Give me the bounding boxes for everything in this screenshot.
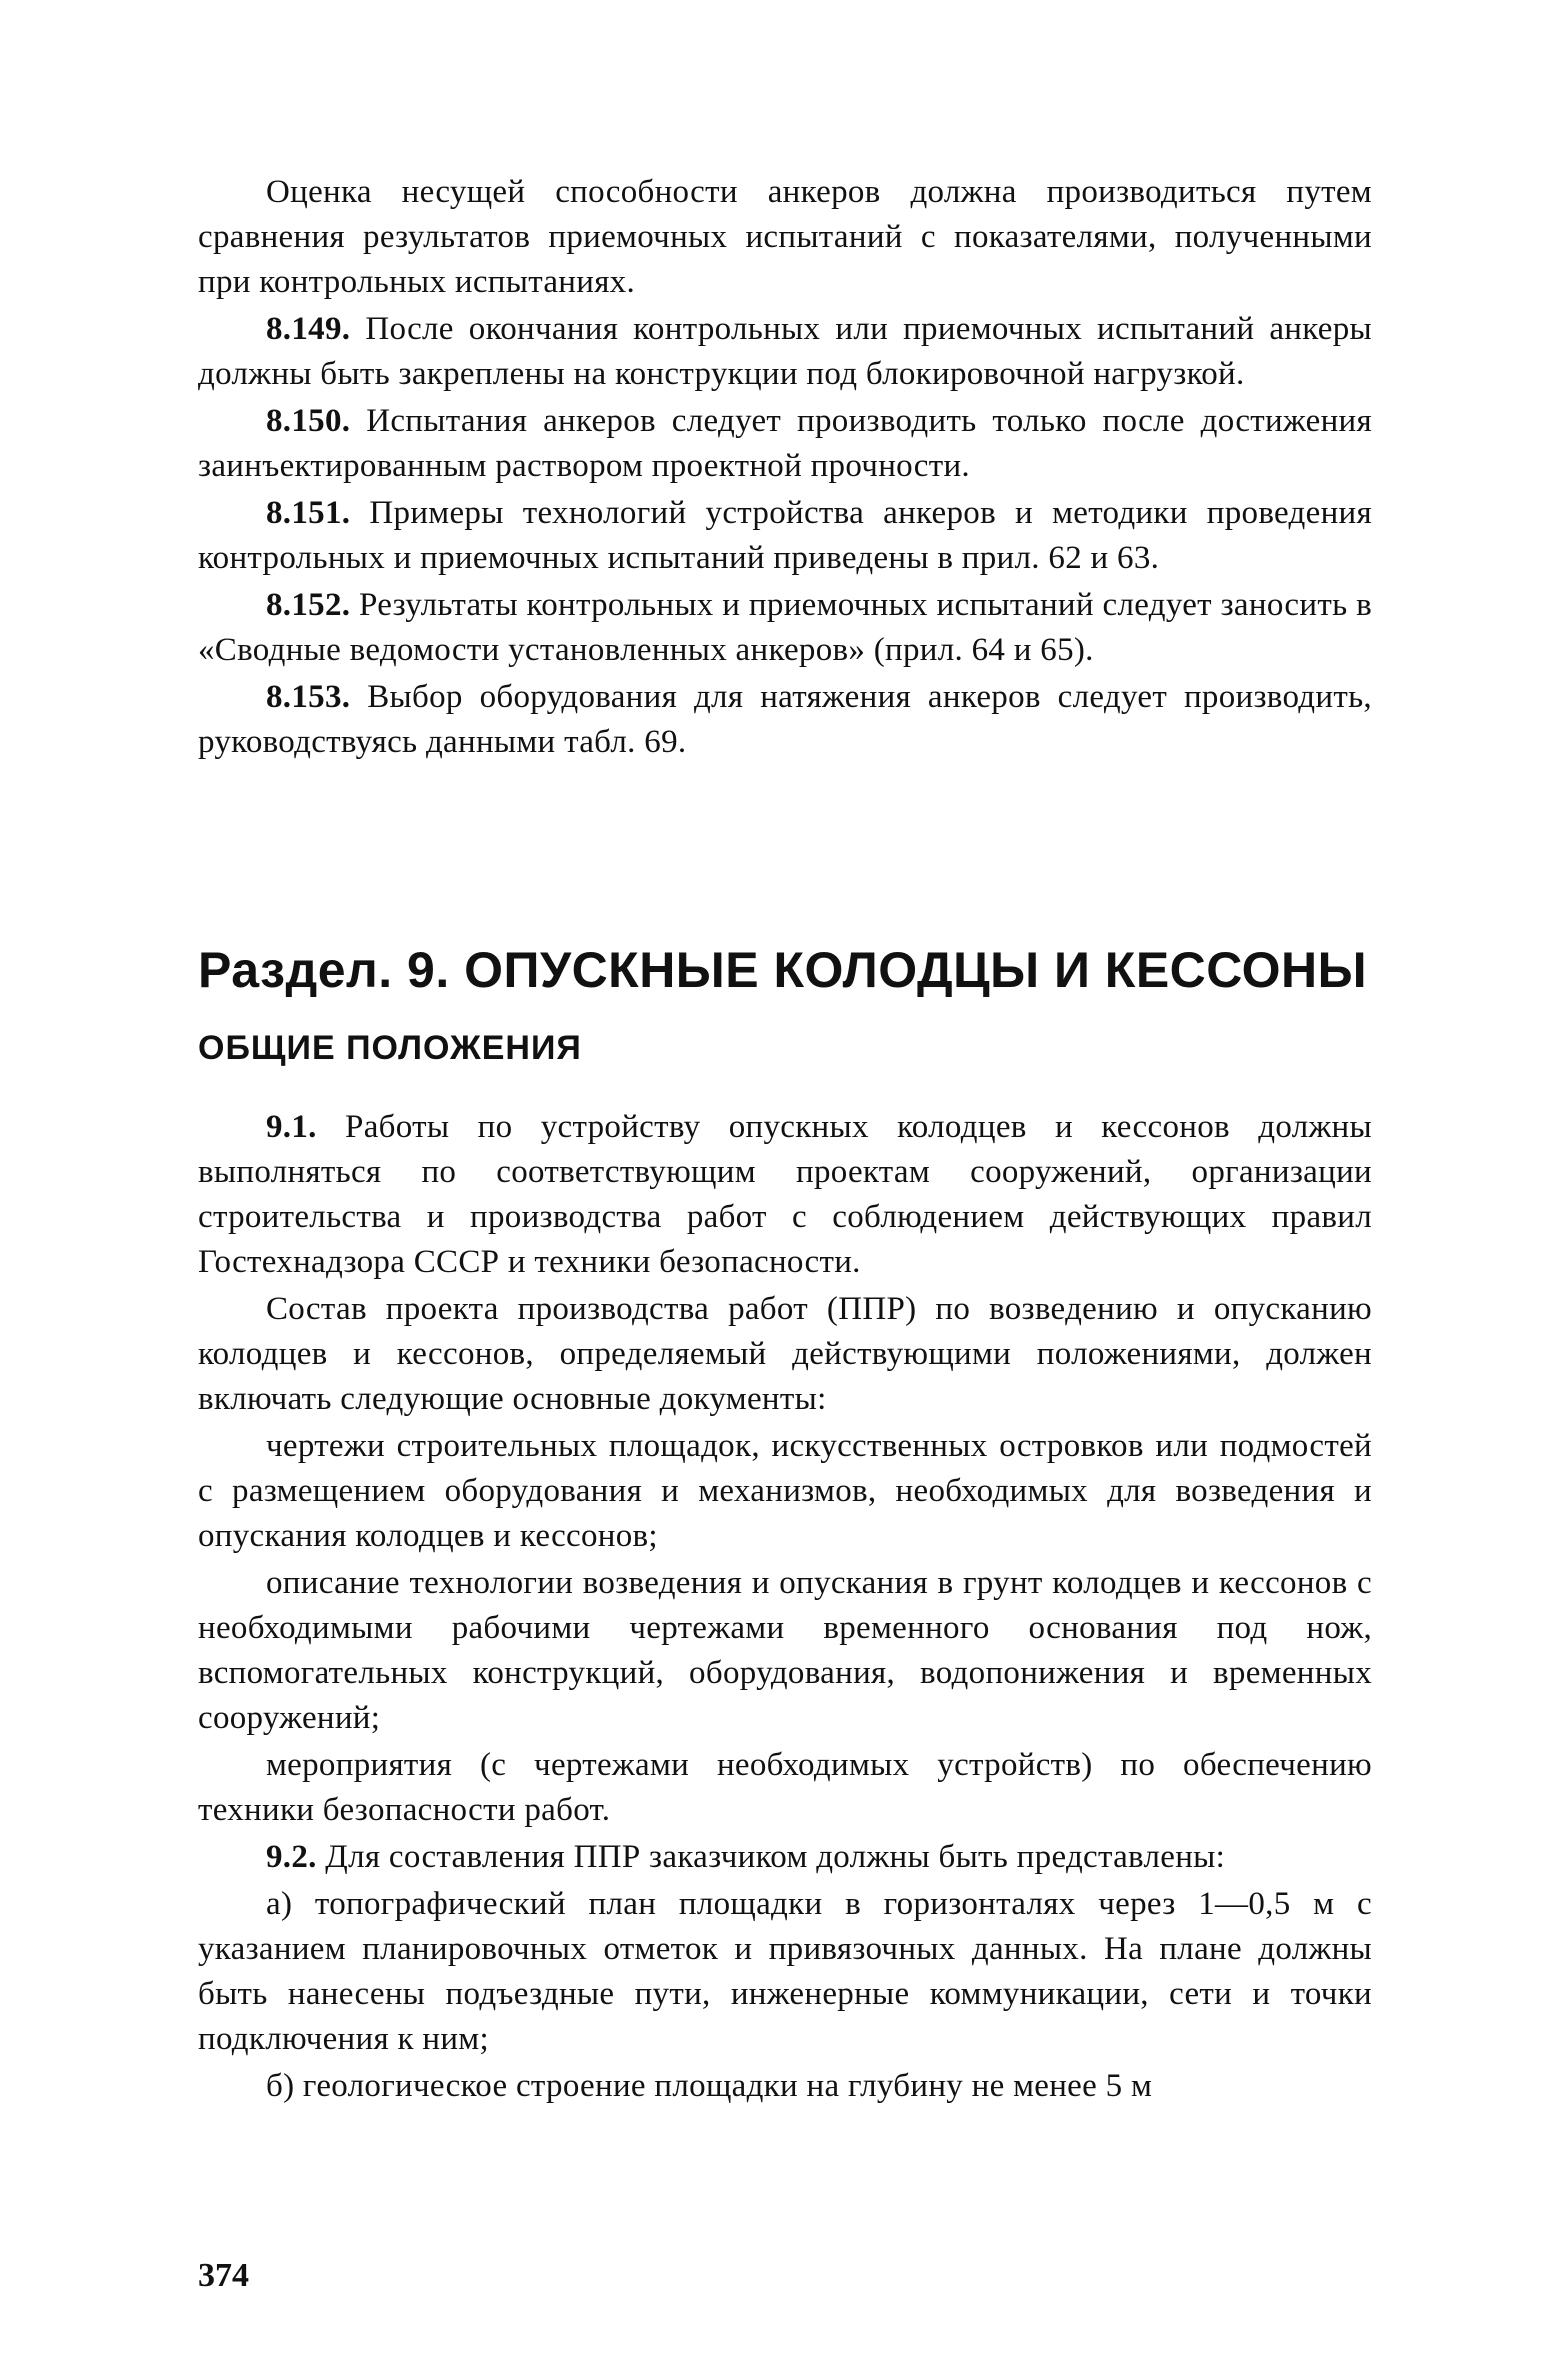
paragraph-8-151: 8.151. Примеры технологий устройства анкеров и методики проведения контрольных и приемочных испытаний приведены в прил. 62 и 63. (198, 495, 1372, 576)
paragraph-anchor-assessment: Оценка несущей способности анкеров должна производиться путем сравнения результатов приемочных испытаний с показателями, полученными при контрольных испытаниях. (198, 174, 1372, 300)
paragraph-ppr-composition: Состав проекта производства работ (ППР) по возведению и опусканию колодцев и кессонов, определяемый действующими положениями, должен включать следующие основные документы: (198, 1291, 1372, 1417)
paragraph-8-149: 8.149. После окончания контрольных или приемочных испытаний анкеры должны быть закреплены на конструкции под блокировочной нагрузкой. (198, 311, 1372, 392)
paragraph-item-b: б) геологическое строение площадки на глубину не менее 5 м (266, 2068, 1153, 2104)
paragraph-8-153: 8.153. Выбор оборудования для натяжения анкеров следует производить, руководствуясь данными табл. 69. (198, 679, 1372, 760)
subsection-title: ОБЩИЕ ПОЛОЖЕНИЯ (198, 1029, 582, 1067)
paragraph-8-152: 8.152. Результаты контрольных и приемочных испытаний следует заносить в «Сводные ведомости установленных анкеров» (прил. 64 и 65). (198, 587, 1372, 668)
paragraph-8-150: 8.150. Испытания анкеров следует производить только после достижения заинъектированным раствором проектной прочности. (198, 403, 1372, 484)
paragraph-9-2: 9.2. Для составления ППР заказчиком должны быть представлены: (266, 1839, 1226, 1875)
paragraph-technology-description: описание технологии возведения и опускания в грунт колодцев и кессонов с необходимыми рабочими чертежами временного основания под нож, вспомогательных конструкций, оборудования, водопонижения и временных сооружений; (198, 1565, 1372, 1736)
bottom-text-block (198, 1105, 1372, 2109)
paragraph-item-a: а) топографический план площадки в горизонталях через 1—0,5 м с указанием планировочных отметок и привязочных данных. На плане должны быть нанесены подъездные пути, инженерные коммуникации, сети и точки подключения к ним; (198, 1886, 1372, 2057)
paragraph-9-1: 9.1. Работы по устройству опускных колодцев и кессонов должны выполняться по соответствующим проектам сооружений, организации строительства и производства работ с соблюдением действующих правил Гостехнадзора СССР и техники безопасности. (198, 1109, 1372, 1280)
paragraph-drawings: чертежи строительных площадок, искусственных островков или подмостей с размещением оборудования и механизмов, необходимых для возведения и опускания колодцев и кессонов; (198, 1428, 1372, 1554)
paragraph-safety-measures: мероприятия (с чертежами необходимых устройств) по обеспечению техники безопасности работ. (198, 1747, 1372, 1828)
page-number: 374 (198, 2257, 249, 2294)
top-text-block (198, 170, 1372, 765)
section-title: Раздел. 9. ОПУСКНЫЕ КОЛОДЦЫ И КЕССОНЫ (198, 942, 1368, 998)
